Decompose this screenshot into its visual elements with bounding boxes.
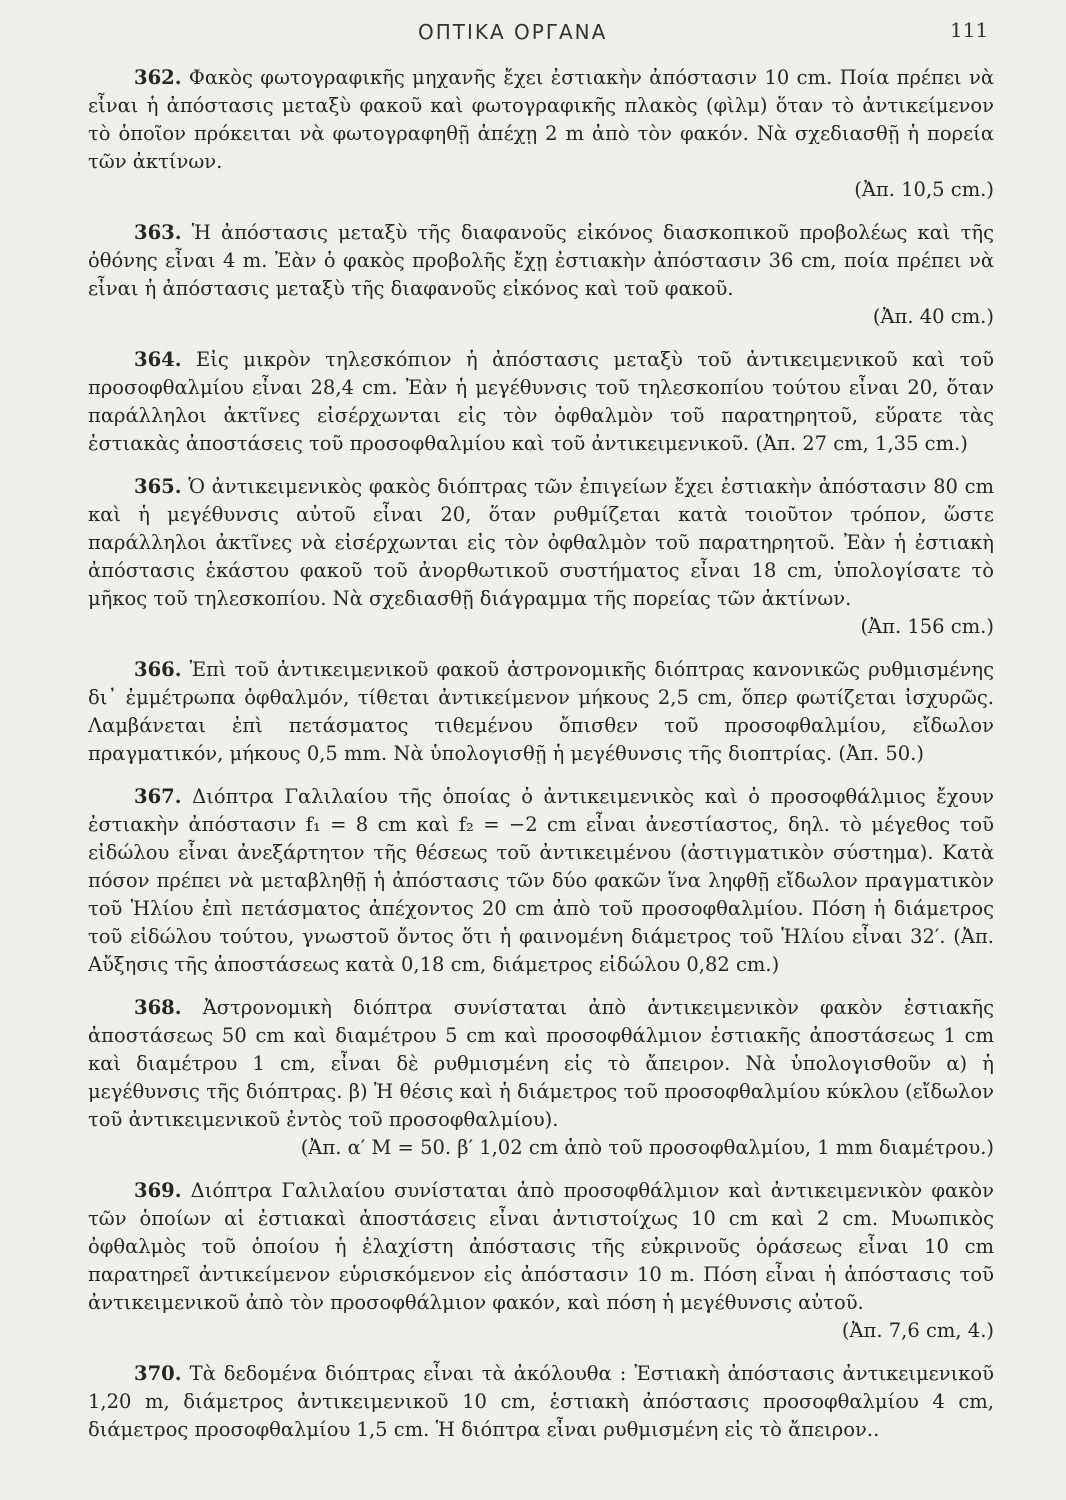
problem-number: 370.: [134, 1362, 182, 1385]
problem-number: 362.: [134, 66, 182, 89]
problem-366: [88, 656, 994, 768]
problem-text: Εἰς μικρὸν τηλεσκόπιον ἡ ἀπόστασις μεταξὺ τοῦ ἀντικειμενικοῦ καὶ τοῦ προσοφθαλμίου εἶναι 28,4 cm. Ἐὰν ἡ μεγέθυνσις τοῦ τηλεσκοπίου τούτου εἶναι 20, ὅταν παράλληλοι ἀκτῖνες εἰσέρχωνται εἰς τὸν ὀφθαλμὸν τοῦ παρατηρητοῦ, εὕρατε τὰς ἐστιακὰς ἀποστάσεις τοῦ προσοφθαλμίου καὶ τοῦ ἀντικειμενικοῦ. (Ἀπ. 27 cm, 1,35 cm.): [88, 348, 994, 455]
problem-370: [88, 1360, 994, 1444]
problem-364: [88, 346, 994, 458]
problem-text: Ὁ ἀντικειμενικὸς φακὸς διόπτρας τῶν ἐπιγείων ἔχει ἐστιακὴν ἀπόστασιν 80 cm καὶ ἡ μεγέθυνσις αὐτοῦ εἶναι 20, ὅταν ρυθμίζεται κατὰ τοιοῦτον τρόπον, ὥστε παράλληλοι ἀκτῖνες νὰ εἰσέρχωνται εἰς τὸν ὀφθαλμὸν τοῦ παρατηρητοῦ. Ἐὰν ἡ ἐστιακὴ ἀπόστασις ἑκάστου φακοῦ τοῦ ἀνορθωτικοῦ συστήματος εἶναι 18 cm, ὑπολογίσατε τὸ μῆκος τοῦ τηλεσκοπίου. Νὰ σχεδιασθῇ διάγραμμα τῆς πορείας τῶν ἀκτίνων.: [88, 475, 994, 610]
problem-365: [88, 473, 994, 641]
problem-362: [88, 64, 994, 204]
problem-363: [88, 219, 994, 331]
problem-text: Ἡ ἀπόστασις μεταξὺ τῆς διαφανοῦς εἰκόνος διασκοπικοῦ προβολέως καὶ τῆς ὀθόνης εἶναι 4 m. Ἐὰν ὁ φακὸς προβολῆς ἔχῃ ἐστιακὴν ἀπόστασιν 36 cm, ποία πρέπει νὰ εἶναι ἡ ἀπόστασις μεταξὺ τῆς διαφανοῦς εἰκόνος καὶ τοῦ φακοῦ.: [88, 221, 994, 300]
problem-367: [88, 783, 994, 979]
problem-number: 368.: [134, 996, 182, 1019]
problem-answer: (Ἀπ. 40 cm.): [872, 305, 994, 328]
problem-text: Τὰ δεδομένα διόπτρας εἶναι τὰ ἀκόλουθα : Ἑστιακὴ ἀπόστασις ἀντικειμενικοῦ 1,20 m, διάμετρος ἀντικειμενικοῦ 10 cm, ἑστιακὴ ἀπόστασις προσοφθαλμίου 4 cm, διάμετρος προσοφθαλμίου 1,5 cm. Ἡ διόπτρα εἶναι ρυθμισμένη εἰς τὸ ἄπειρον..: [88, 1362, 994, 1441]
problem-answer: (Ἀπ. α′ Μ = 50. β′ 1,02 cm ἀπὸ τοῦ προσοφθαλμίου, 1 mm διαμέτρου.): [300, 1136, 994, 1159]
problem-text: Ἐπὶ τοῦ ἀντικειμενικοῦ φακοῦ ἀστρονομικῆς διόπτρας κανονικῶς ρυθμισμένης δι᾽ ἐμμέτρωπα ὀφθαλμόν, τίθεται ἀντικείμενον μήκους 2,5 cm, ὅπερ φωτίζεται ἰσχυρῶς. Λαμβάνεται ἐπὶ πετάσματος τιθεμένου ὄπισθεν τοῦ προσοφθαλμίου, εἴδωλον πραγματικόν, μήκους 0,5 mm. Νὰ ὑπολογισθῇ ἡ μεγέθυνσις τῆς διοπτρίας. (Ἀπ. 50.): [88, 658, 994, 765]
problem-number: 365.: [134, 475, 182, 498]
problem-answer: (Ἀπ. 10,5 cm.): [854, 178, 994, 201]
problem-369: [88, 1177, 994, 1345]
page-number: 111: [950, 18, 989, 42]
problem-list: [88, 64, 994, 1459]
problem-number: 366.: [134, 658, 182, 681]
problem-number: 364.: [134, 348, 182, 371]
problem-text: Φακὸς φωτογραφικῆς μηχανῆς ἔχει ἐστιακὴν ἀπόστασιν 10 cm. Ποία πρέπει νὰ εἶναι ἡ ἀπόστασις μεταξὺ φακοῦ καὶ φωτογραφικῆς πλακὸς (φὶλμ) ὅταν τὸ ἀντικείμενον τὸ ὁποῖον πρόκειται νὰ φωτογραφηθῇ ἀπέχῃ 2 m ἀπὸ τὸν φακόν. Νὰ σχεδιασθῇ ἡ πορεία τῶν ἀκτίνων.: [88, 66, 994, 173]
problem-number: 363.: [134, 221, 182, 244]
problem-number: 369.: [134, 1179, 182, 1202]
problem-text: Ἀστρονομικὴ διόπτρα συνίσταται ἀπὸ ἀντικειμενικὸν φακὸν ἐστιακῆς ἀποστάσεως 50 cm καὶ διαμέτρου 5 cm καὶ προσοφθάλμιον ἐστιακῆς ἀποστάσεως 1 cm καὶ διαμέτρου 1 cm, εἶναι δὲ ρυθμισμένη εἰς τὸ ἄπειρον. Νὰ ὑπολογισθοῦν α) ἡ μεγέθυνσις τῆς διόπτρας. β) Ἡ θέσις καὶ ἡ διάμετρος τοῦ προσοφθαλμίου κύκλου (εἴδωλον τοῦ ἀντικειμενικοῦ ἐντὸς τοῦ προσοφθαλμίου).: [88, 996, 994, 1131]
problem-answer: (Ἀπ. 156 cm.): [860, 615, 994, 638]
running-head: ΟΠΤΙΚΑ ΟΡΓΑΝΑ: [418, 20, 608, 44]
problem-text: Διόπτρα Γαλιλαίου συνίσταται ἀπὸ προσοφθάλμιον καὶ ἀντικειμενικὸν φακὸν τῶν ὁποίων αἱ ἐστιακαὶ ἀποστάσεις εἶναι ἀντιστοίχως 10 cm καὶ 2 cm. Μυωπικὸς ὀφθαλμὸς τοῦ ὁποίου ἡ ἐλαχίστη ἀπόστασις τῆς εὐκρινοῦς ὁράσεως εἶναι 10 cm παρατηρεῖ ἀντικείμενον εὑρισκόμενον εἰς ἀπόστασιν 10 m. Πόση εἶναι ἡ ἀπόστασις τοῦ ἀντικειμενικοῦ ἀπὸ τὸν προσοφθάλμιον φακόν, καὶ πόση ἡ μεγέθυνσις αὐτοῦ.: [88, 1179, 994, 1314]
problem-368: [88, 994, 994, 1162]
problem-answer: (Ἀπ. 7,6 cm, 4.): [841, 1319, 994, 1342]
problem-text: Διόπτρα Γαλιλαίου τῆς ὁποίας ὁ ἀντικειμενικὸς καὶ ὁ προσοφθάλμιος ἔχουν ἐστιακὴν ἀπόστασιν f₁ = 8 cm καὶ f₂ = −2 cm εἶναι ἀνεστίαστος, δηλ. τὸ μέγεθος τοῦ εἰδώλου εἶναι ἀνεξάρτητον τῆς θέσεως τοῦ ἀντικειμένου (ἀστιγματικὸν σύστημα). Κατὰ πόσον πρέπει νὰ μεταβληθῇ ἡ ἀπόστασις τῶν δύο φακῶν ἵνα ληφθῇ εἴδωλον πραγματικὸν τοῦ Ἡλίου ἐπὶ πετάσματος ἀπέχοντος 20 cm ἀπὸ τοῦ προσοφθαλμίου. Πόση ἡ διάμετρος τοῦ εἰδώλου τούτου, γνωστοῦ ὄντος ὅτι ἡ φαινομένη διάμετρος τοῦ Ἡλίου εἶναι 32′. (Ἀπ. Αὔξησις τῆς ἀποστάσεως κατὰ 0,18 cm, διάμετρος εἰδώλου 0,82 cm.): [88, 785, 994, 976]
problem-number: 367.: [134, 785, 182, 808]
